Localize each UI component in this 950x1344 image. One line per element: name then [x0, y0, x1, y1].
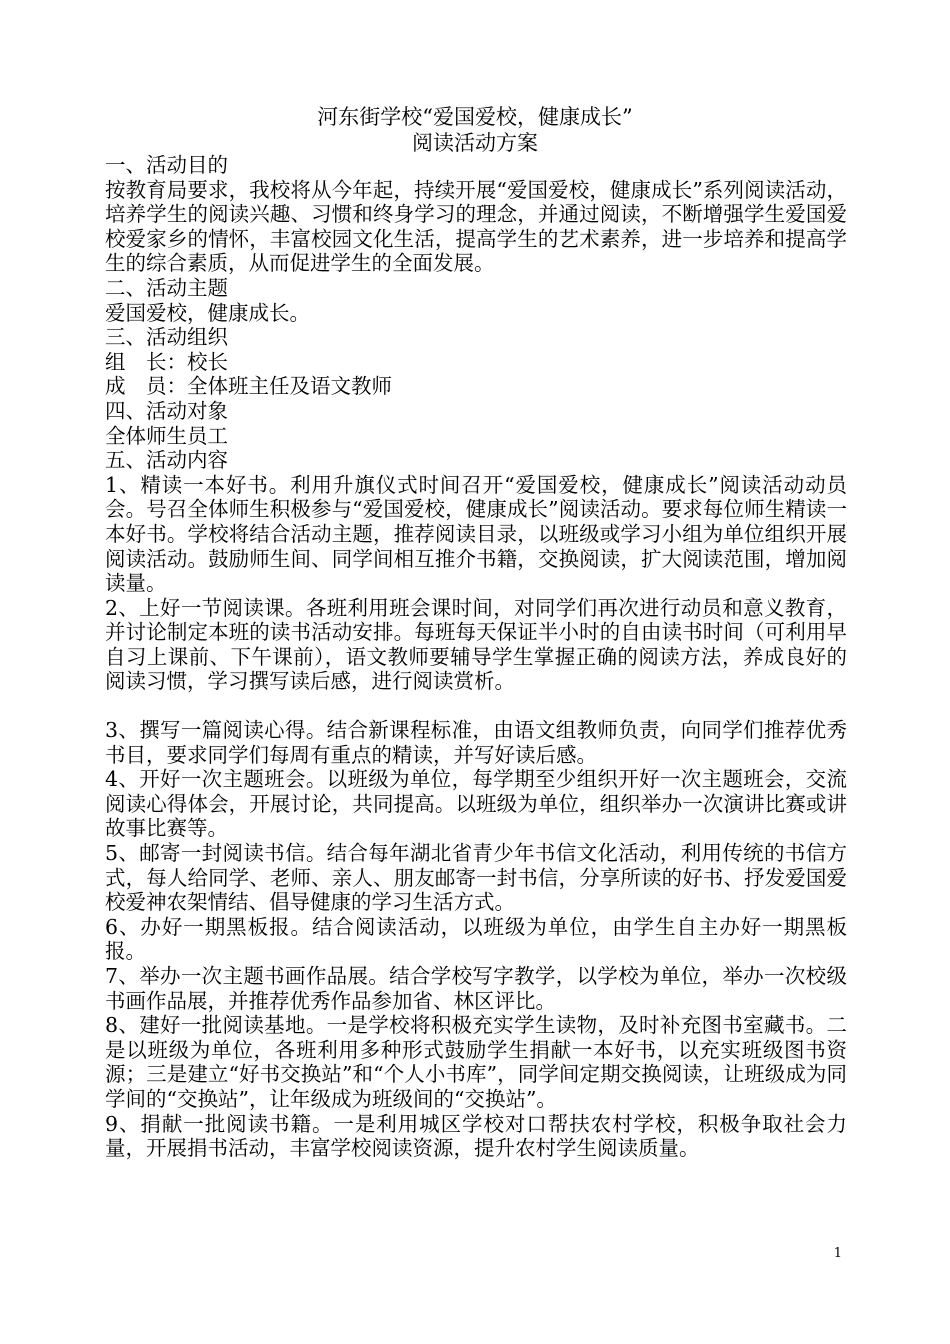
content-item-4: 4、开好一次主题班会。以班级为单位，每学期至少组织开好一次主题班会，交流阅读心得体会，开展讨论，共同提高。以班级为单位，组织举办一次演讲比赛或讲故事比赛等。	[105, 767, 847, 841]
content-item-8: 8、建好一批阅读基地。一是学校将积极充实学生读物，及时补充图书室藏书。二是以班级为单位，各班利用多种形式鼓励学生捐献一本好书，以充实班级图书资源；三是建立“好书交换站”和“个人小书库”，同学间定期交换阅读，让班级成为同学间的“交换站”，让年级成为班级间的“交换站”。	[105, 1013, 847, 1111]
blank-line	[105, 694, 847, 718]
organization-leader: 组 长：校长	[105, 349, 228, 374]
section-heading-purpose: 一、活动目的	[105, 153, 228, 177]
page-number: 1	[833, 1246, 842, 1261]
paragraph-purpose: 按教育局要求，我校将从今年起，持续开展“爱国爱校，健康成长”系列阅读活动，培养学生的阅读兴趣、习惯和终身学习的理念，并通过阅读，不断增强学生爱国爱校爱家乡的情怀，丰富校园文化生活，提高学生的艺术素养，进一步培养和提高学生的综合素质，从而促进学生的全面发展。	[105, 177, 847, 276]
paragraph-audience: 全体师生员工	[105, 423, 228, 448]
content-item-1: 1、精读一本好书。利用升旗仪式时间召开“爱国爱校，健康成长”阅读活动动员会。号召全体师生积极参与“爱国爱校，健康成长”阅读活动。要求每位师生精读一本好书。学校将结合活动主题，推荐阅读目录，以班级或学习小组为单位组织开展阅读活动。鼓励师生间、同学间相互推介书籍，交换阅读，扩大阅读范围，增加阅读量。	[105, 472, 847, 596]
content-item-7: 7、举办一次主题书画作品展。结合学校写字教学，以学校为单位，举办一次校级书画作品展，并推荐优秀作品参加省、林区评比。	[105, 964, 847, 1013]
title-line-1: 河东街学校“爱国爱校，健康成长”	[317, 105, 633, 129]
paragraph-theme: 爱国爱校，健康成长。	[105, 300, 310, 325]
title-line-2: 阅读活动方案	[412, 131, 538, 155]
content-item-2: 2、上好一节阅读课。各班利用班会课时间，对同学们再次进行动员和意义教育，并讨论制定本班的读书活动安排。每班每天保证半小时的自由读书时间（可利用早自习上课前、下午课前），语文教师要辅导学生掌握正确的阅读方法，养成良好的阅读习惯，学习撰写读后感，进行阅读赏析。	[105, 595, 847, 694]
section-heading-content: 五、活动内容	[105, 448, 228, 473]
section-heading-theme: 二、活动主题	[105, 275, 228, 300]
section-heading-audience: 四、活动对象	[105, 398, 228, 423]
organization-members: 成 员：全体班主任及语文教师	[105, 374, 392, 399]
section-heading-organization: 三、活动组织	[105, 325, 228, 350]
content-item-6: 6、办好一期黑板报。结合阅读活动，以班级为单位，由学生自主办好一期黑板报。	[105, 914, 847, 964]
content-item-9: 9、捐献一批阅读书籍。一是利用城区学校对口帮扶农村学校，积极争取社会力量，开展捐书活动，丰富学校阅读资源，提升农村学生阅读质量。	[105, 1111, 847, 1161]
content-item-3: 3、撰写一篇阅读心得。结合新课程标准，由语文组教师负责，向同学们推荐优秀书目，要求同学们每周有重点的精读，并写好读后感。	[105, 718, 847, 767]
document-body	[105, 153, 847, 1161]
content-item-5: 5、邮寄一封阅读书信。结合每年湖北省青少年书信文化活动，利用传统的书信方式，每人给同学、老师、亲人、朋友邮寄一封书信，分享所读的好书、抒发爱国爱校爱神农架情结、倡导健康的学习生活方式。	[105, 841, 847, 915]
document-title	[105, 104, 845, 156]
